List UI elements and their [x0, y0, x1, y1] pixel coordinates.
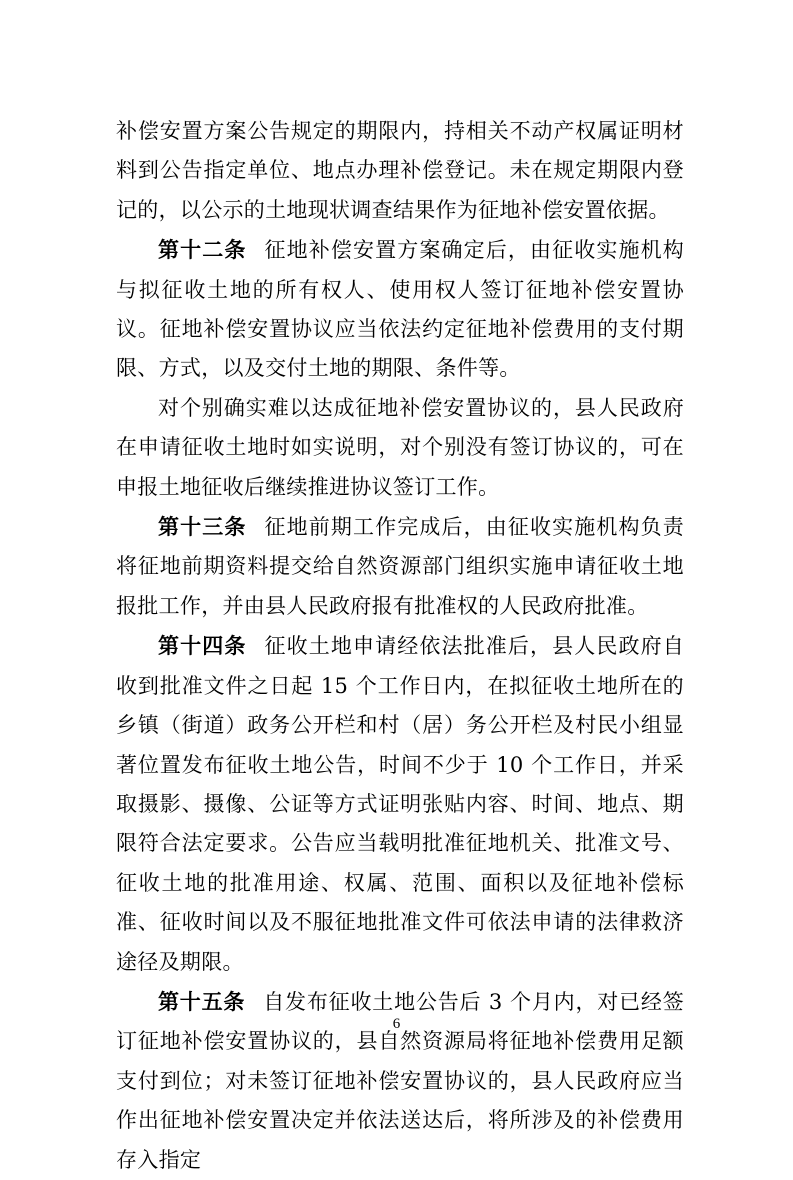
paragraph-article-14	[116, 626, 684, 982]
paragraph-article-12-supplement	[116, 389, 684, 507]
page-number: 6	[392, 1016, 401, 1032]
paragraph-text: 补偿安置方案公告规定的期限内，持相关不动产权属证明材料到公告指定单位、地点办理补偿登记。未在规定期限内登记的，以公示的土地现状调查结果作为征地补偿安置依据。	[116, 119, 684, 222]
paragraph-text: 征地前期工作完成后，由征收实施机构负责将征地前期资料提交给自然资源部门组织实施申请征收土地报批工作，并由县人民政府报有批准权的人民政府批准。	[116, 515, 685, 618]
article-number: 第十五条	[158, 988, 246, 1014]
paragraph-text: 征地补偿安置方案确定后，由征收实施机构与拟征收土地的所有权人、使用权人签订征地补偿安置协议。征地补偿安置协议应当依法约定征地补偿费用的支付期限、方式，以及交付土地的期限、条件等。	[116, 238, 685, 381]
paragraph-article-12	[116, 230, 684, 389]
article-number: 第十三条	[158, 514, 247, 540]
paragraph-text: 征收土地申请经依法批准后，县人民政府自收到批准文件之日起 15 个工作日内，在拟征收土地所在的乡镇（街道）政务公开栏和村（居）务公开栏及村民小组显著位置发布征收土地公告，时间不少于 10 个工作日，并采取摄影、摄像、公证等方式证明张贴内容、时间、地点、期限符合法定要求。公告应当载明批准征地机关、批准文号、征收土地的批准用途、权属、范围、面积以及征地补偿标准、征收时间以及不服征地批准文件可依法申请的法律救济途径及期限。	[116, 634, 685, 974]
paragraph-text: 自发布征收土地公告后 3 个月内，对已经签订征地补偿安置协议的，县自然资源局将征地补偿费用足额支付到位；对未签订征地补偿安置协议的，县人民政府应当作出征地补偿安置决定并依法送达后，将所涉及的补偿费用存入指定	[116, 989, 684, 1172]
paragraph-article-15	[116, 982, 684, 1180]
paragraph-article-13	[116, 507, 684, 626]
article-number: 第十四条	[158, 633, 247, 659]
paragraph-text: 对个别确实难以达成征地补偿安置协议的，县人民政府在申请征收土地时如实说明，对个别没有签订协议的，可在申报土地征收后继续推进协议签订工作。	[116, 395, 684, 499]
article-number: 第十二条	[158, 237, 247, 263]
paragraph-continuation	[116, 112, 684, 230]
